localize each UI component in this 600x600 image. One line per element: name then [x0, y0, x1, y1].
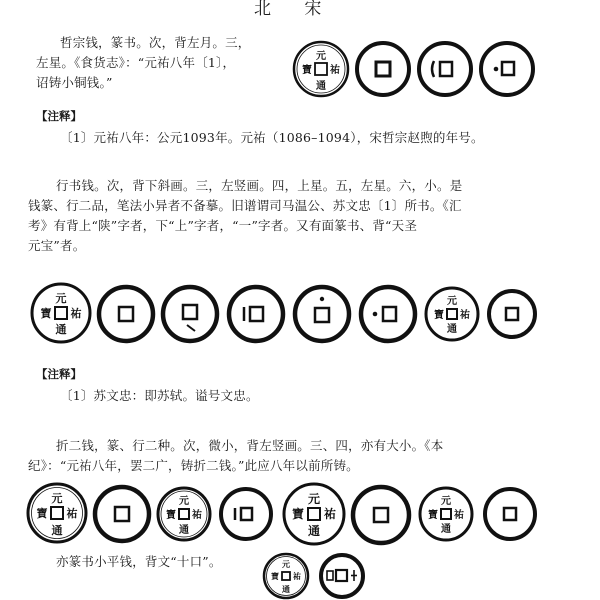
- coin-char-left: 寶: [271, 571, 279, 581]
- coin-char-bottom: 通: [282, 584, 290, 594]
- coin-char-bottom: 通: [447, 324, 457, 335]
- paragraph-line: 诏铸小铜钱。”: [36, 75, 113, 90]
- coin-char-left: 寶: [40, 307, 52, 320]
- coin-char-right: 祐: [330, 65, 340, 76]
- paragraph-line: 行书钱。次，背下斜画。三，左竖画。四，上星。五，左星。六，小。是: [56, 178, 463, 193]
- coin-reverse-left-crescent: [416, 40, 474, 98]
- paragraph-3: [28, 436, 443, 476]
- coin-obverse-running-large: [282, 482, 346, 546]
- coin-char-bottom: 通: [307, 524, 321, 538]
- coin-char-right: 祐: [454, 510, 464, 521]
- coin-char-right: 祐: [70, 307, 82, 320]
- paragraph-line: 折二钱，篆、行二种。次，微小，背左竖画。三、四，亦有大小。《本: [56, 438, 444, 453]
- coin-char-bottom: 通: [179, 525, 189, 536]
- coin-reverse-plain: [482, 486, 538, 542]
- coin-char-bottom: 通: [441, 524, 451, 535]
- coin-char-top: 元: [316, 51, 326, 62]
- coin-obverse-running-small: [418, 486, 474, 542]
- coin-reverse-left-star: [358, 284, 418, 344]
- coin-obverse-seal: [156, 486, 212, 542]
- note-label: 【注释】: [36, 367, 82, 381]
- coin-char-top: 元: [307, 492, 321, 506]
- paragraph-line: 元宝”者。: [28, 238, 86, 253]
- coin-char-bottom: 通: [55, 323, 67, 336]
- coin-char-top: 元: [179, 496, 189, 507]
- coin-char-right: 祐: [460, 310, 470, 321]
- coin-reverse-shi-kou: [318, 552, 366, 600]
- coin-char-left: 寶: [302, 65, 312, 76]
- coin-char-top: 元: [55, 292, 67, 305]
- note-2: 〔1〕苏文忠：即苏轼。谥号文忠。: [60, 388, 259, 403]
- coin-char-top: 元: [282, 559, 290, 569]
- coin-reverse-plain-large: [350, 484, 412, 546]
- note-label: 【注释】: [36, 109, 82, 123]
- coin-reverse-left-star: [478, 40, 536, 98]
- coin-reverse-small: [486, 288, 538, 340]
- paragraph-line: 考》有背上“陕”字者，下“上”字者，“一”字者。又有面篆书、背“天圣: [28, 218, 418, 233]
- coin-char-right: 祐: [293, 571, 301, 581]
- paragraph-2: [28, 176, 462, 256]
- coin-obverse-seal-small: [262, 552, 310, 600]
- coin-reverse-lower-slant: [160, 284, 220, 344]
- coin-char-left: 寶: [428, 510, 438, 521]
- paragraph-4: 亦篆书小平钱，背文“十口”。: [56, 554, 222, 569]
- coin-char-left: 寶: [36, 507, 48, 520]
- coin-char-top: 元: [51, 492, 63, 505]
- coin-obverse-seal-large: [26, 482, 88, 544]
- coin-char-right: 祐: [192, 510, 202, 521]
- coin-reverse-left-bar: [218, 486, 274, 542]
- coin-char-left: 寶: [434, 310, 444, 321]
- coin-char-top: 元: [441, 496, 451, 507]
- coin-reverse-plain: [354, 40, 412, 98]
- paragraph-line: 哲宗钱，篆书。次，背左月。三，: [60, 35, 251, 50]
- paragraph-1: [36, 33, 251, 93]
- coin-reverse-plain: [92, 484, 152, 544]
- coin-obverse-seal: [292, 40, 350, 98]
- coin-char-bottom: 通: [51, 524, 63, 537]
- coin-obverse-running: [30, 282, 92, 344]
- coin-char-top: 元: [447, 296, 457, 307]
- paragraph-line: 钱篆、行二品，笔法小异者不备摹。旧谱谓司马温公、苏文忠〔1〕所书。《汇: [28, 198, 462, 213]
- coin-char-left: 寶: [291, 507, 305, 521]
- coin-reverse-plain: [96, 284, 156, 344]
- coin-char-right: 祐: [323, 507, 337, 521]
- coin-char-bottom: 通: [316, 81, 326, 92]
- coin-char-left: 寶: [166, 510, 176, 521]
- coin-reverse-top-star: [292, 284, 352, 344]
- coin-char-right: 祐: [66, 507, 78, 520]
- note-1: 〔1〕元祐八年：公元1093年。元祐（1086–1094），宋哲宗赵煦的年号。: [60, 130, 484, 145]
- paragraph-line: 纪》：“元祐八年，罢二广，铸折二钱。”此应八年以前所铸。: [28, 458, 359, 473]
- coin-reverse-left-bar: [226, 284, 286, 344]
- coin-obverse-running-small: [424, 286, 480, 342]
- section-title: 北 宋: [254, 0, 336, 19]
- paragraph-line: 左星。《食货志》：“元祐八年〔1〕，: [36, 55, 236, 70]
